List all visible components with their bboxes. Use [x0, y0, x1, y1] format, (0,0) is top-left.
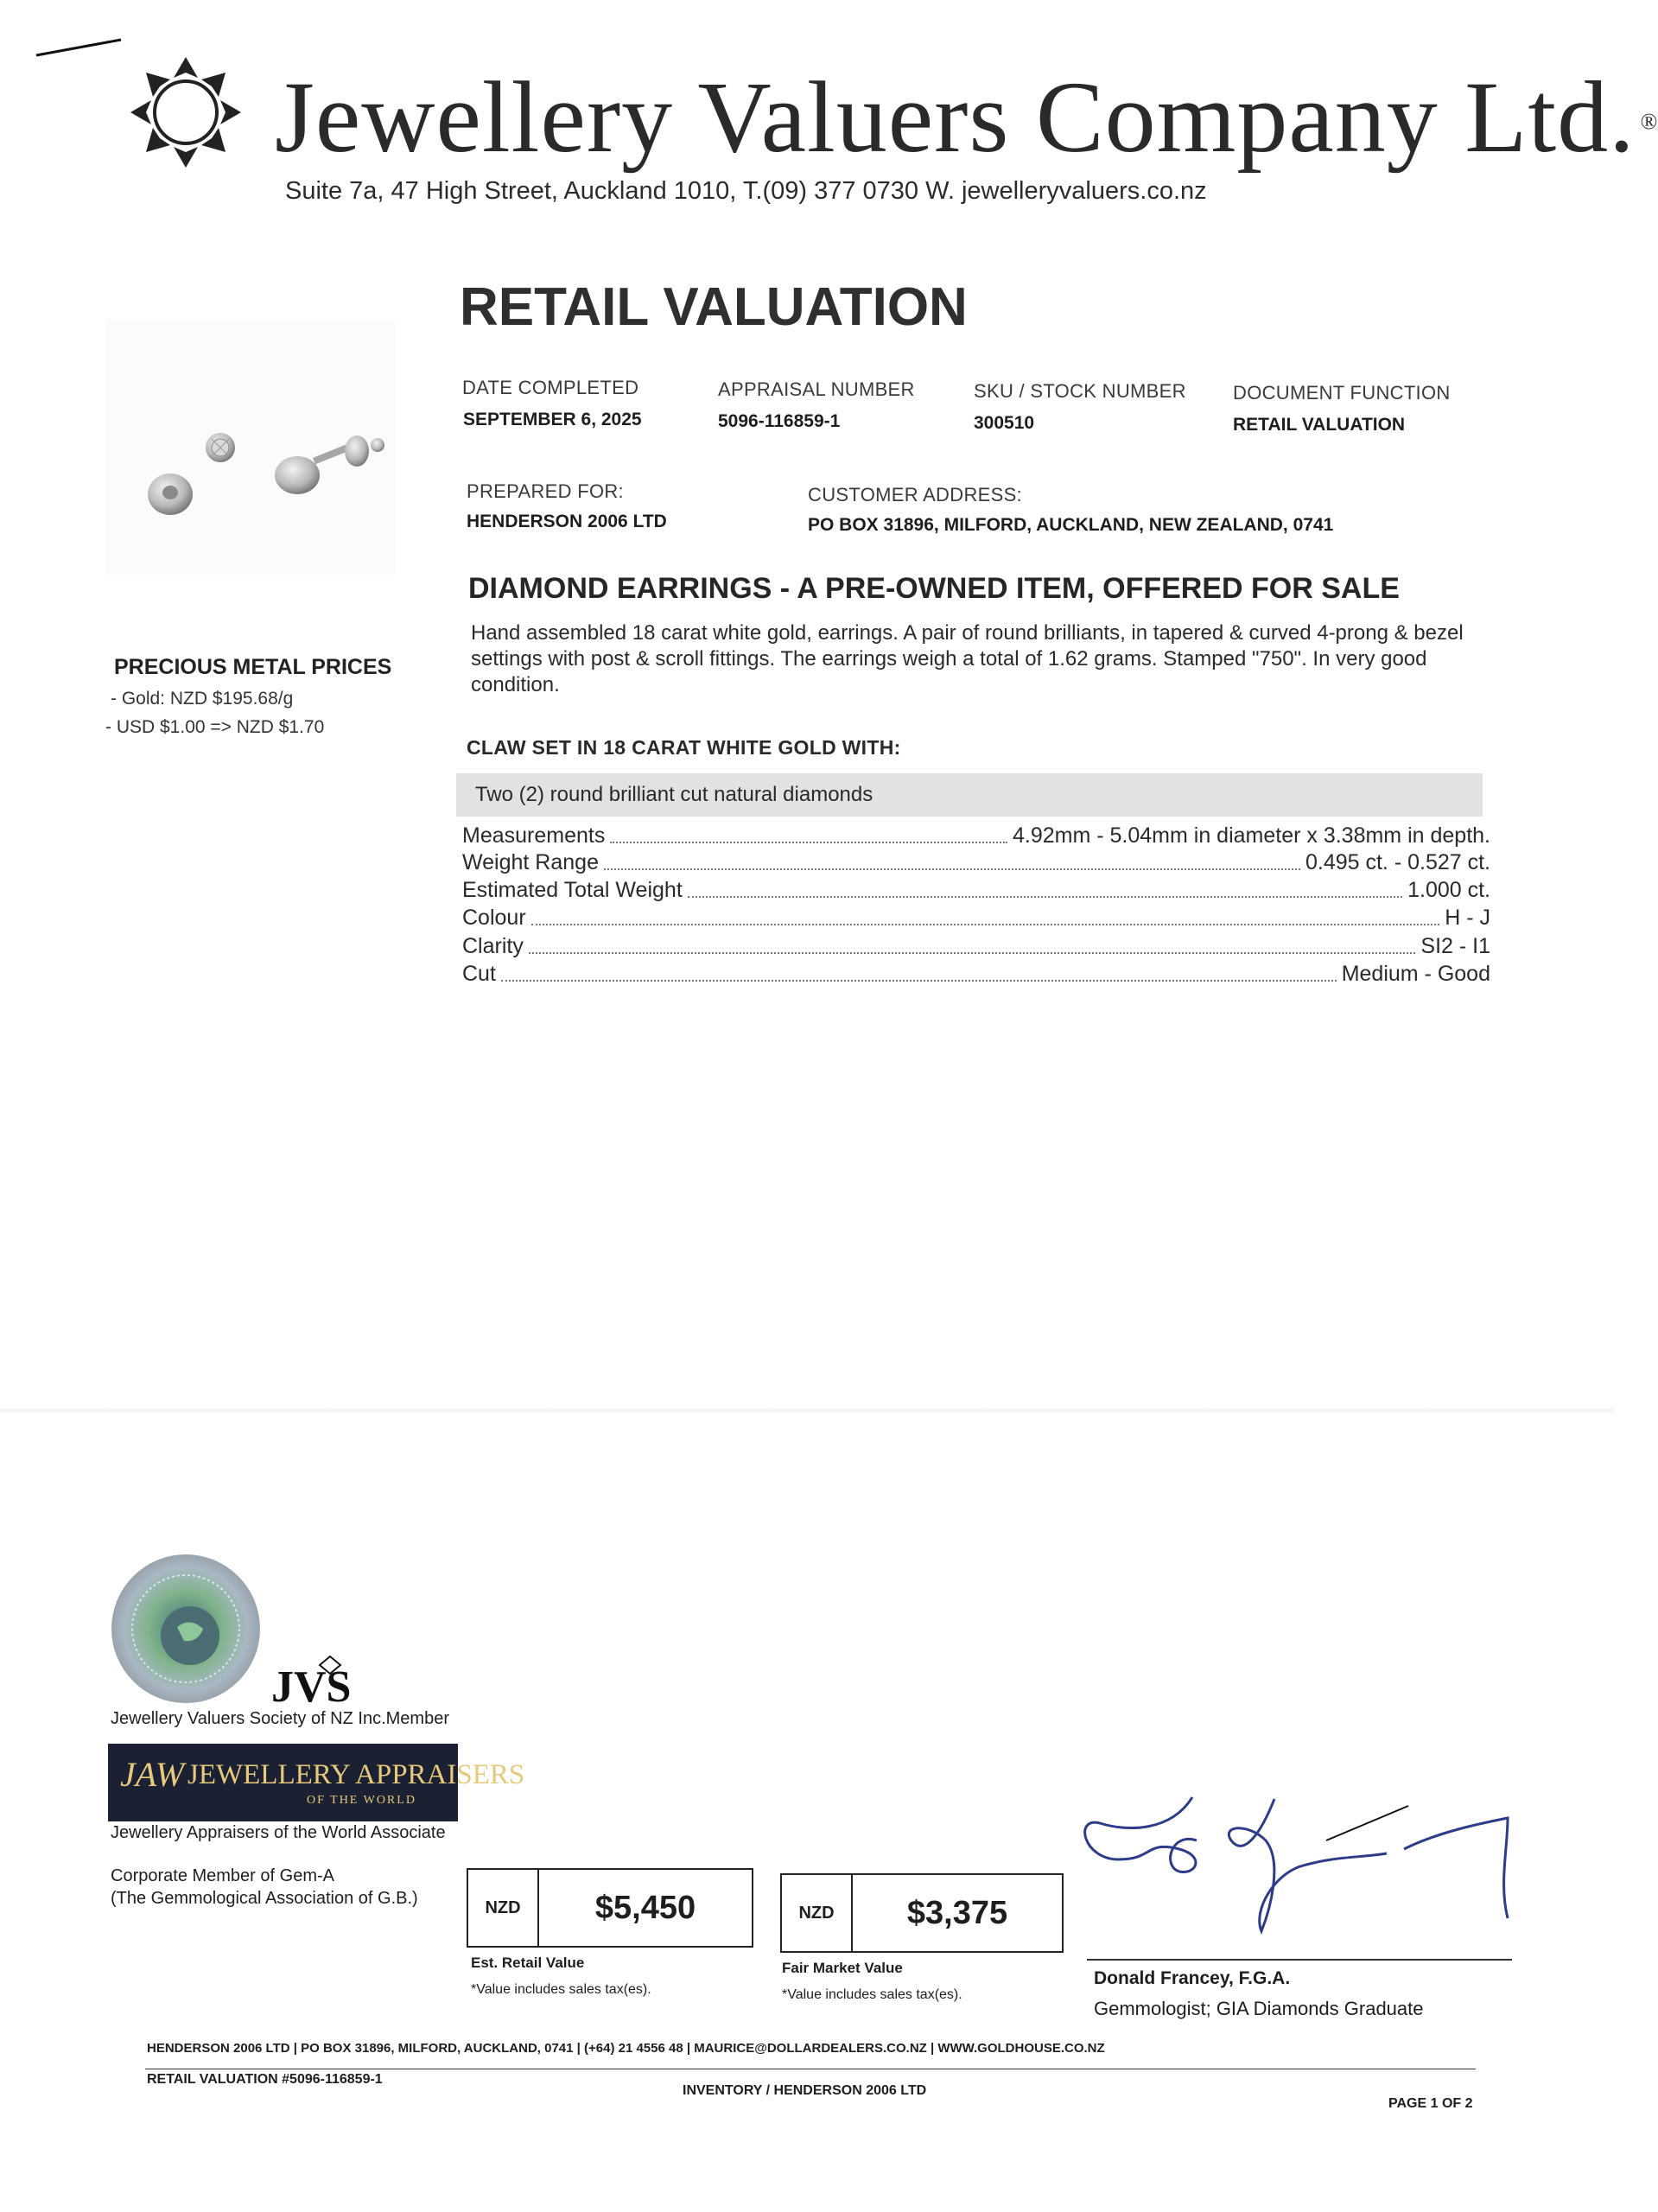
spec-value: 1.000 ct.	[1407, 878, 1490, 902]
appraisal-number-label: APPRAISAL NUMBER	[718, 378, 915, 400]
document-title: RETAIL VALUATION	[460, 277, 968, 337]
dot-leader	[604, 868, 1300, 870]
spec-value: 0.495 ct. - 0.527 ct.	[1305, 850, 1490, 874]
spec-row	[462, 933, 1490, 959]
spec-row	[462, 849, 1490, 875]
prepared-for-value: HENDERSON 2006 LTD	[467, 512, 667, 531]
dot-leader	[501, 980, 1337, 982]
claw-set-heading: CLAW SET IN 18 CARAT WHITE GOLD WITH:	[467, 736, 901, 759]
jvs-member-text: Jewellery Valuers Society of NZ Inc.Member	[111, 1709, 449, 1728]
gold-price: - Gold: NZD $195.68/g	[111, 689, 294, 709]
footer-inventory: INVENTORY / HENDERSON 2006 LTD	[683, 2083, 927, 2098]
item-description: Hand assembled 18 carat white gold, earrings. A pair of round brilliants, in tapered & curved 4-prong & bezel settings with post & scroll fittings. The earrings weigh a total of 1.62 grams. Stamped "750". In very good condition.	[471, 621, 1464, 696]
signature-line	[1087, 1959, 1512, 1961]
jaw-logo-sub: OF THE WORLD	[307, 1794, 416, 1807]
spec-row	[462, 961, 1490, 987]
stone-summary-band	[456, 773, 1483, 817]
document-function-label: DOCUMENT FUNCTION	[1233, 382, 1451, 404]
sku-label: SKU / STOCK NUMBER	[974, 380, 1186, 402]
stone-summary: Two (2) round brilliant cut natural diamonds	[475, 783, 873, 806]
retail-caption: Est. Retail Value	[471, 1955, 585, 1971]
usd-rate: - USD $1.00 => NZD $1.70	[105, 717, 325, 737]
jaw-logo-main: JEWELLERY APPRAISERS	[187, 1759, 525, 1790]
company-logo-icon	[125, 52, 246, 173]
signature	[1076, 1780, 1516, 1953]
item-heading: DIAMOND EARRINGS - A PRE-OWNED ITEM, OFFERED FOR SALE	[468, 572, 1400, 605]
spec-label: Estimated Total Weight	[462, 878, 683, 902]
fmv-caption: Fair Market Value	[782, 1960, 903, 1976]
retail-note: *Value includes sales tax(es).	[471, 1982, 651, 1997]
jvs-logo-icon	[270, 1655, 399, 1712]
jvs-logo-text: JVS	[271, 1662, 352, 1712]
company-address: Suite 7a, 47 High Street, Auckland 1010, T.(09) 377 0730 W. jewelleryvaluers.co.nz	[285, 177, 1207, 205]
spec-value: H - J	[1445, 906, 1490, 930]
page-fold	[0, 1407, 1615, 1414]
dot-leader	[529, 952, 1416, 954]
jaw-logo	[108, 1744, 525, 1821]
spec-row	[462, 905, 1490, 931]
spec-label: Measurements	[462, 823, 606, 848]
hologram-seal-icon	[108, 1551, 264, 1707]
retail-amount: $5,450	[594, 1889, 696, 1926]
dot-leader	[531, 924, 1440, 925]
sku-value: 300510	[974, 413, 1035, 433]
gem-a-line-2: (The Gemmological Association of G.B.)	[111, 1889, 418, 1908]
spec-value: 4.92mm - 5.04mm in diameter x 3.38mm in depth.	[1012, 823, 1490, 848]
spec-value: SI2 - I1	[1420, 934, 1490, 958]
signatory-name: Donald Francey, F.G.A.	[1094, 1968, 1291, 1988]
spec-label: Weight Range	[462, 850, 599, 874]
spec-row	[462, 877, 1490, 903]
company-name: Jewellery Valuers Company Ltd. ®	[275, 60, 1658, 174]
document-function-value: RETAIL VALUATION	[1233, 415, 1406, 435]
spec-value: Medium - Good	[1341, 962, 1490, 986]
spec-label: Clarity	[462, 934, 524, 958]
spec-row	[462, 823, 1490, 849]
gem-a-line-1: Corporate Member of Gem-A	[111, 1866, 334, 1885]
prepared-for-label: PREPARED FOR:	[467, 480, 624, 502]
jaw-logo-mark: JAW	[120, 1755, 185, 1794]
fair-market-value-box	[780, 1873, 1064, 1953]
customer-address-value: PO BOX 31896, MILFORD, AUCKLAND, NEW ZEALAND, 0741	[808, 515, 1334, 535]
spec-label: Colour	[462, 906, 526, 930]
footer-page-number: PAGE 1 OF 2	[1388, 2096, 1473, 2111]
signatory-title: Gemmologist; GIA Diamonds Graduate	[1094, 1998, 1424, 2019]
pen-mark	[35, 35, 130, 60]
footer-reference: RETAIL VALUATION #5096-116859-1	[147, 2072, 383, 2087]
appraisal-number-value: 5096-116859-1	[718, 411, 841, 431]
customer-address-label: CUSTOMER ADDRESS:	[808, 484, 1022, 505]
fmv-note: *Value includes sales tax(es).	[782, 1987, 962, 2002]
registered-mark: ®	[1640, 109, 1658, 134]
fmv-currency: NZD	[782, 1875, 853, 1951]
retail-value-box	[467, 1868, 753, 1948]
date-completed-label: DATE COMPLETED	[462, 377, 639, 398]
dot-leader	[610, 842, 1007, 843]
precious-metal-heading: PRECIOUS METAL PRICES	[114, 655, 392, 679]
jaw-associate-text: Jewellery Appraisers of the World Associate	[111, 1823, 446, 1842]
date-completed-value: SEPTEMBER 6, 2025	[463, 410, 642, 429]
footer-contact: HENDERSON 2006 LTD | PO BOX 31896, MILFORD, AUCKLAND, 0741 | (+64) 21 4556 48 | MAURICE@DOLLARDEALERS.CO.NZ | WWW.GOLDHOUSE.CO.NZ	[147, 2041, 1105, 2056]
dot-leader	[688, 896, 1402, 898]
retail-currency: NZD	[468, 1870, 539, 1946]
spec-label: Cut	[462, 962, 496, 986]
fmv-amount: $3,375	[906, 1894, 1008, 1931]
earrings-photo	[105, 320, 395, 575]
